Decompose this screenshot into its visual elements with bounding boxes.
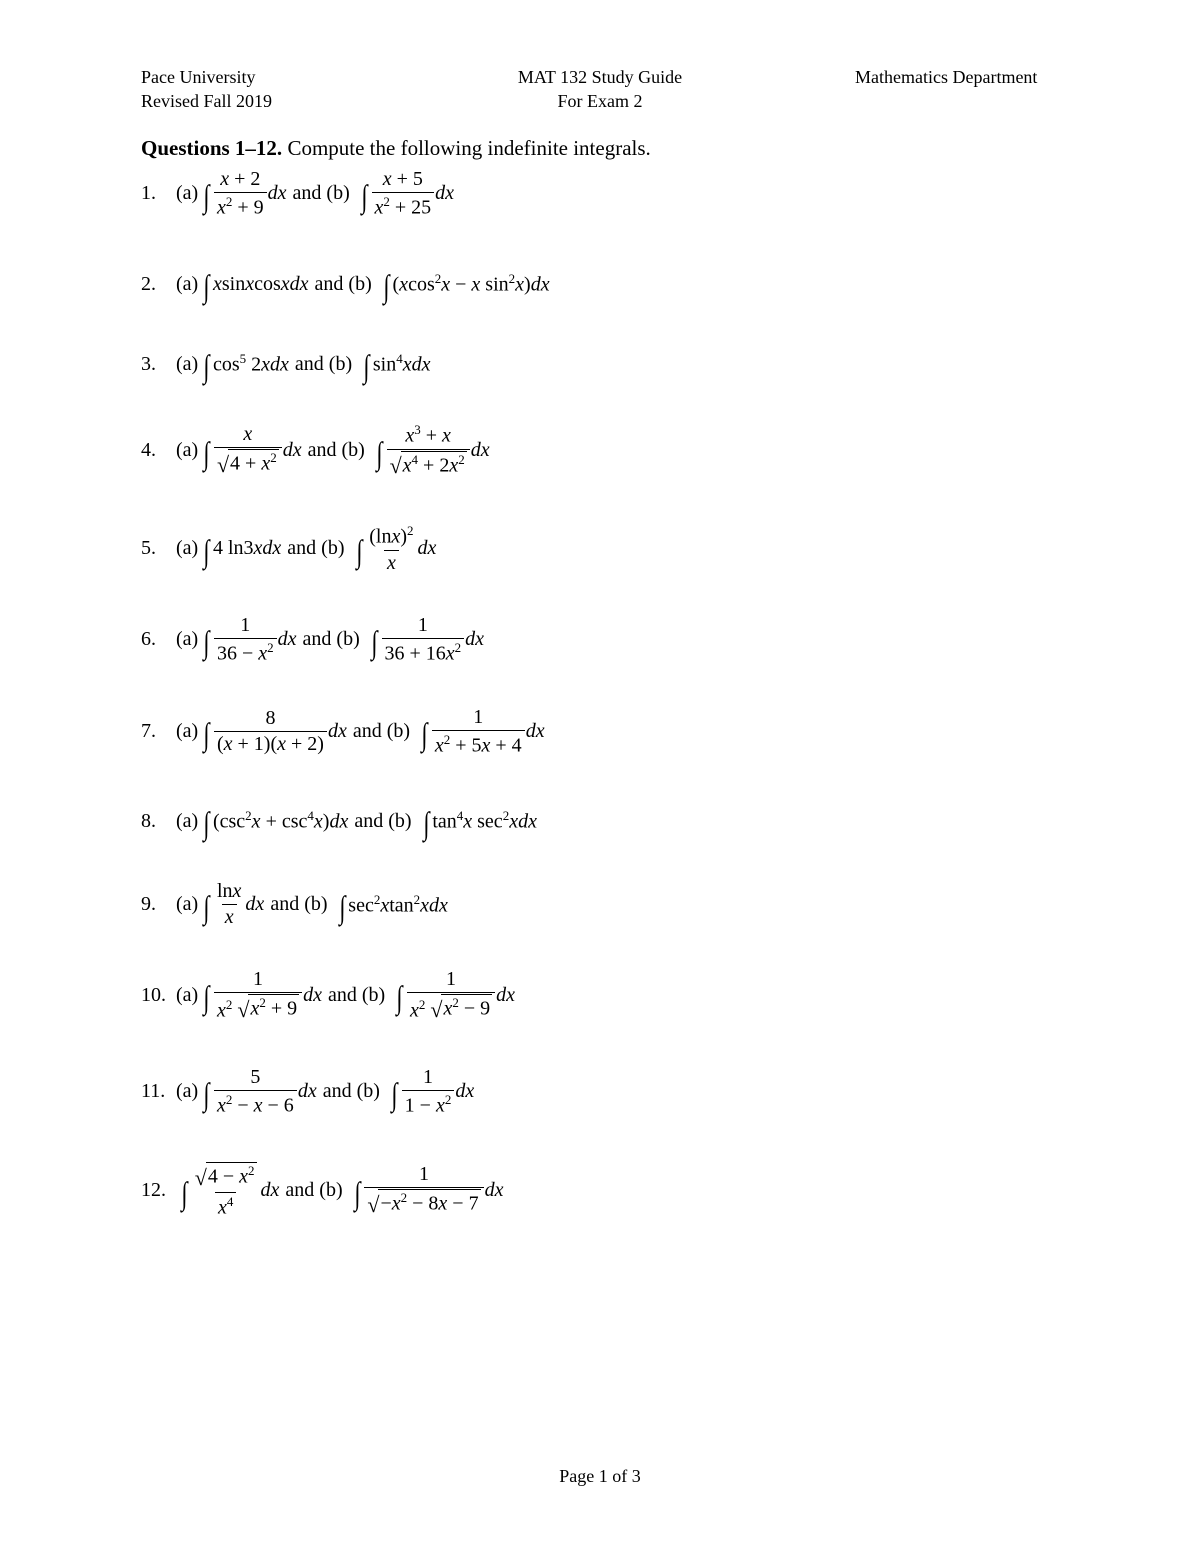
part-b-label: and (b): [292, 182, 350, 205]
part-b-label: and (b): [270, 893, 328, 915]
question-2: 2. (a) ∫ xsinxcosxdx and (b) ∫ (xcos$^2$x − x $\sin^2x)dx$: [141, 268, 550, 304]
instructions-bold: Questions 1–12.: [141, 136, 283, 160]
part-a-label: (a): [176, 1080, 199, 1103]
integrand-6b: $\frac{1}{36 + 16x^2}$: [382, 614, 465, 666]
part-b-label: and (b): [354, 809, 412, 832]
part-a-label: (a): [176, 439, 199, 462]
part-b-label: and (b): [307, 439, 365, 462]
integrand-4b: $x^3 + x$ √ $x^4 + 2x^2$: [387, 422, 470, 479]
integrand-4a: x √ $4 + x^2$: [214, 423, 282, 478]
header-center: [490, 65, 710, 113]
question-4: 4. (a) ∫ x √ $4 + x^2$ dx and (b) ∫ $x^3 + x$ √ $x^4 + 2x^2$ dx: [141, 422, 490, 479]
question-number: 8.: [141, 809, 156, 832]
part-b-label: and (b): [322, 1080, 380, 1103]
part-b-label: and (b): [287, 537, 345, 560]
integrand-7b: $\frac{1}{x^2 + 5x + 4}$: [432, 706, 525, 758]
integrand-12b: 1 √ $-x^2 - 8x - 7$: [364, 1163, 483, 1218]
integrand-10a: 1 $x^2$ √ $x^2 + 9$: [214, 968, 302, 1023]
integrand-6a: $\frac{1}{36 - x^2}$: [214, 614, 277, 666]
integrand-11a: $\frac{5}{x^2 - x - 6}$: [214, 1066, 297, 1118]
part-a-label: (a): [176, 352, 199, 375]
part-a-label: (a): [176, 537, 199, 560]
integrand-2b: (xcos$^2$x − x $\sin^2x)dx$: [392, 271, 550, 296]
part-a-label: (a): [176, 720, 199, 743]
question-number: 11.: [141, 1080, 166, 1103]
question-3: 3. (a) ∫ $\cos^5 2xdx$ and (b) ∫ $\sin^4xdx$: [141, 348, 431, 384]
question-1: 1. (a) ∫ $\frac{x + 2}{x^2 + 9}$ dx and (b) ∫ $\frac{x + 5}{x^2 + 25}$ dx: [141, 168, 455, 219]
part-b-label: and (b): [314, 272, 372, 295]
question-number: 6.: [141, 628, 156, 651]
course-title: MAT 132 Study Guide: [517, 67, 683, 87]
part-a-label: (a): [176, 983, 199, 1006]
integrand-1a: $\frac{x + 2}{x^2 + 9}$: [214, 168, 267, 220]
integrand-2a: xsinxcosxdx: [212, 272, 309, 295]
part-b-label: and (b): [328, 983, 386, 1006]
question-number: 5.: [141, 537, 156, 560]
integrand-3b: $\sin^4xdx$: [372, 351, 431, 376]
question-5: 5. (a) ∫ 4 ln3xdx and (b) ∫ $\frac{(\ln x)^2}{x}$ dx: [141, 523, 437, 574]
question-number: 3.: [141, 352, 156, 375]
question-9: 9. (a) ∫ $\frac{\ln x}{x}$ dx and (b) ∫ $\sec^2xtan^2xdx$: [141, 880, 448, 928]
question-number: 9.: [141, 893, 156, 915]
part-a-label: (a): [176, 272, 199, 295]
part-b-label: and (b): [285, 1179, 343, 1202]
part-b-label: and (b): [352, 720, 411, 743]
question-11: 11. (a) ∫ $\frac{5}{x^2 - x - 6}$ dx and (b) ∫ $\frac{1}{1 - x^2}$ dx: [141, 1066, 475, 1117]
part-a-label: (a): [176, 182, 199, 205]
question-8: 8. (a) ∫ $(\csc^2x + \csc^4x)dx$ and (b) ∫ $\tan^4x$ $\sec^2xdx$: [141, 805, 537, 841]
header-left: [141, 65, 272, 113]
question-number: 1.: [141, 182, 156, 205]
question-12: 12. ∫ √ $4 - x^2$ $x^4$ dx and (b) ∫ 1 √ $-x^2 - 8x - 7$ dx: [141, 1163, 504, 1219]
question-number: 4.: [141, 439, 156, 462]
integrand-9a: $\frac{\ln x}{x}$: [216, 880, 242, 928]
question-number: 2.: [141, 272, 156, 295]
instructions: [141, 136, 651, 161]
part-b-label: and (b): [294, 352, 353, 375]
question-number: 12.: [141, 1179, 166, 1202]
integrand-12a: √ $4 - x^2$ $x^4$: [194, 1163, 255, 1219]
integrand-10b: 1 $x^2$ √ $x^2 - 9$: [407, 968, 495, 1023]
integrand-3a: $\cos^5 2xdx$: [212, 351, 289, 376]
question-7: 7. (a) ∫ $\frac{8}{(x + 1)(x + 2)}$ dx and (b) ∫ $\frac{1}{x^2 + 5x + 4}$ dx: [141, 706, 545, 757]
question-number: 7.: [141, 720, 156, 743]
part-a-label: (a): [176, 809, 199, 832]
integrand-1b: $\frac{x + 5}{x^2 + 25}$: [372, 168, 435, 220]
integrand-9b: $\sec^2xtan^2xdx$: [348, 891, 448, 917]
part-a-label: (a): [176, 628, 199, 651]
university-name: Pace University: [141, 67, 256, 87]
question-number: 10.: [141, 983, 166, 1006]
page-number: Page 1 of 3: [559, 1466, 641, 1486]
integrand-8b: $\tan^4x$ $\sec^2xdx$: [432, 808, 537, 833]
department-name: Mathematics Department: [855, 67, 1038, 87]
part-b-label: and (b): [302, 628, 360, 651]
question-10: 10. (a) ∫ 1 $x^2$ √ $x^2 + 9$ dx and (b) ∫ 1 $x^2$ √ $x^2 - 9$ dx: [141, 968, 515, 1022]
exam-name: For Exam 2: [557, 91, 643, 111]
question-6: 6. (a) ∫ $\frac{1}{36 - x^2}$ dx and (b) ∫ $\frac{1}{36 + 16x^2}$ dx: [141, 614, 485, 665]
part-a-label: (a): [176, 893, 199, 915]
revision-date: Revised Fall 2019: [141, 91, 272, 111]
header-right: [855, 65, 1037, 89]
integrand-7a: $\frac{8}{(x + 1)(x + 2)}$: [214, 707, 327, 756]
instructions-text: Compute the following indefinite integrals.: [282, 136, 651, 160]
integrand-11b: $\frac{1}{1 - x^2}$: [402, 1066, 455, 1118]
integrand-5a: 4 ln3xdx: [212, 537, 282, 560]
integrand-8a: $(\csc^2x + \csc^4x)dx$: [212, 808, 349, 833]
integrand-5b: $\frac{(\ln x)^2}{x}$: [369, 523, 414, 574]
